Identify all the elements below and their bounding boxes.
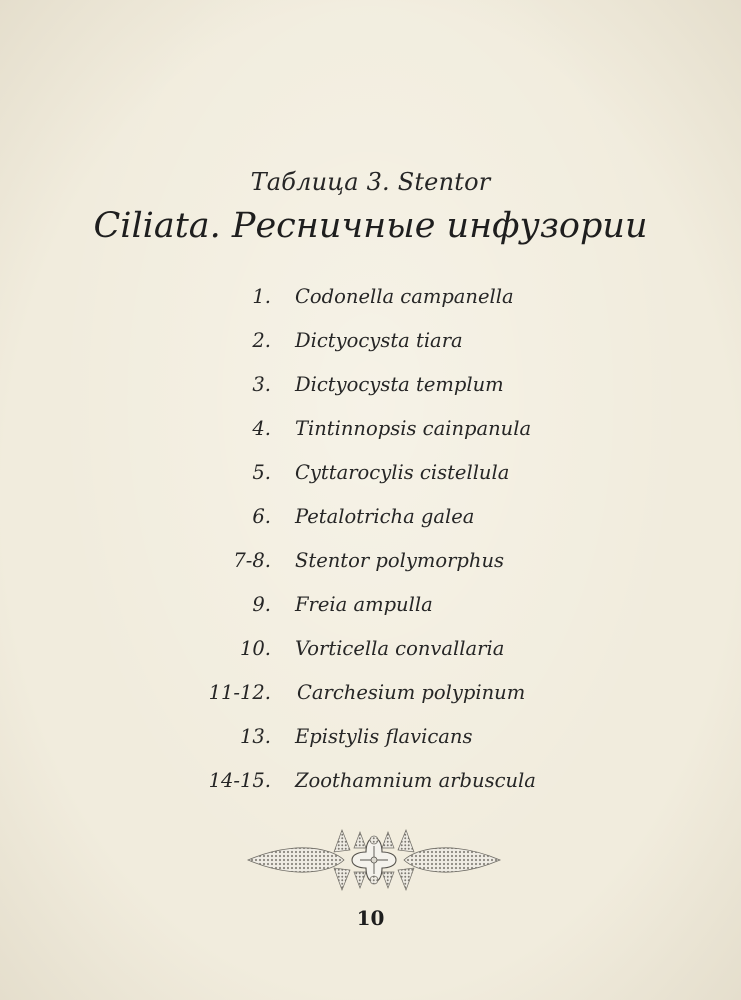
item-number: 13. [239, 725, 271, 748]
item-number: 9. [252, 593, 271, 616]
list-item [0, 326, 741, 370]
item-number: 14-15. [208, 769, 271, 792]
list-item [0, 766, 741, 810]
list-item [0, 414, 741, 458]
list-item [0, 722, 741, 766]
species-name: Stentor polymorphus [295, 549, 505, 572]
species-name: Vorticella convallaria [295, 637, 505, 660]
item-number: 7-8. [233, 549, 271, 572]
item-number: 5. [252, 461, 271, 484]
ciliate-ornament-icon [246, 826, 502, 894]
species-name: Freia ampulla [295, 593, 433, 616]
list-item [0, 458, 741, 502]
species-name: Petalotricha galea [295, 505, 475, 528]
page-title: Ciliata. Ресничные инфузории [93, 206, 648, 246]
item-number: 11-12. [208, 681, 271, 704]
item-number: 2. [252, 329, 271, 352]
species-name: Epistylis flavicans [295, 725, 473, 748]
species-name: Zoothamnium arbuscula [295, 769, 536, 792]
list-item [0, 634, 741, 678]
list-item [0, 282, 741, 326]
item-number: 6. [252, 505, 271, 528]
item-number: 4. [252, 417, 271, 440]
item-number: 10. [239, 637, 271, 660]
list-item [0, 678, 741, 722]
item-number: 3. [252, 373, 271, 396]
list-item [0, 546, 741, 590]
species-name: Tintinnopsis cainpanula [295, 417, 532, 440]
list-item [0, 590, 741, 634]
list-item [0, 370, 741, 414]
species-name: Codonella campanella [295, 285, 514, 308]
species-name: Carchesium polypinum [297, 681, 526, 704]
species-name: Dictyocysta templum [295, 373, 504, 396]
list-item [0, 502, 741, 546]
plate-subtitle: Таблица 3. Stentor [250, 168, 491, 196]
species-list [0, 282, 741, 810]
species-name: Cyttarocylis cistellula [295, 461, 510, 484]
item-number: 1. [252, 285, 271, 308]
species-name: Dictyocysta tiara [295, 329, 463, 352]
page-number: 10 [356, 906, 385, 930]
